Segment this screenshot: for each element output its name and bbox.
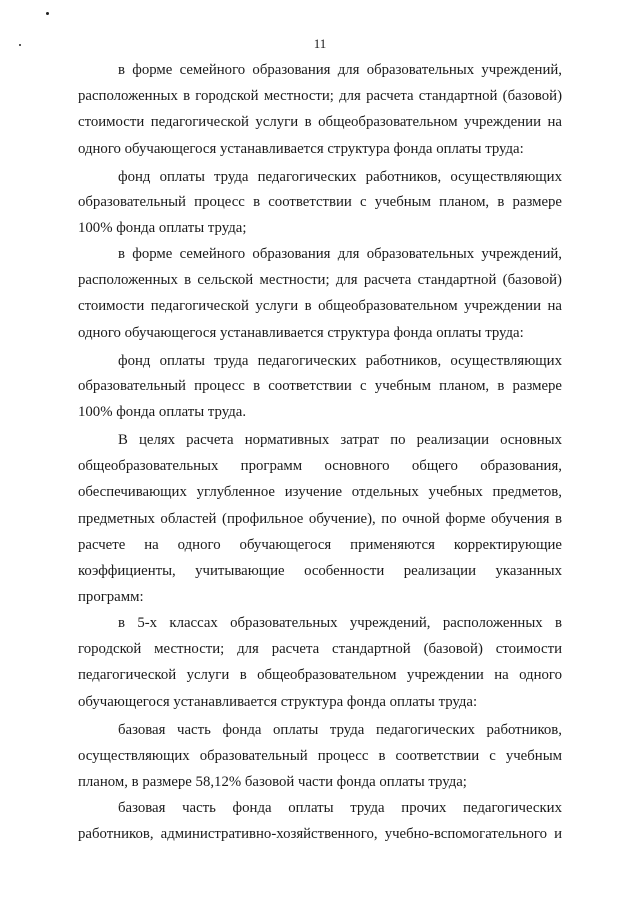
text-line: педагогической услуги в общеобразовательном учреждении на одного [78, 667, 562, 683]
page-number: 11 [313, 36, 327, 51]
text-line: планом, в размере 58,12% базовой части фонда оплаты труда; [78, 774, 467, 790]
text-line: В целях расчета нормативных затрат по реализации основных [118, 432, 562, 448]
text-line: стоимости педагогической услуги в общеобразовательном учреждении на [78, 114, 562, 130]
text-line: базовая часть фонда оплаты труда прочих педагогических [118, 800, 562, 816]
text-line: расположенных в городской местности; для расчета стандартной (базовой) [78, 88, 562, 104]
text-line: в форме семейного образования для образовательных учреждений, [118, 62, 562, 78]
text-line: программ: [78, 589, 144, 605]
text-line: обучающегося устанавливается структура фонда оплаты труда: [78, 694, 478, 710]
text-line: в форме семейного образования для образовательных учреждений, [118, 246, 562, 262]
text-line: предметных областей (профильное обучение), по очной форме обучения в [78, 511, 562, 527]
text-line: 100% фонда оплаты труда. [78, 404, 247, 420]
text-line: фонд оплаты труда педагогических работников, осуществляющих [118, 169, 562, 185]
scan-speck [46, 12, 49, 15]
text-line: обеспечивающих углубленное изучение отдельных учебных предметов, [78, 484, 562, 500]
text-line: одного обучающегося устанавливается структура фонда оплаты труда: [78, 325, 524, 341]
text-line: расположенных в сельской местности; для расчета стандартной (базовой) [78, 272, 562, 288]
text-line: работников, административно-хозяйственного, учебно-вспомогательного и [78, 826, 562, 842]
text-line: образовательный процесс в соответствии с учебным планом, в размере [78, 194, 562, 210]
text-line: в 5-х классах образовательных учреждений, расположенных в [118, 615, 562, 631]
text-line: общеобразовательных программ основного общего образования, [78, 458, 562, 474]
text-line: стоимости педагогической услуги в общеобразовательном учреждении на [78, 298, 562, 314]
text-line: базовая часть фонда оплаты труда педагогических работников, [118, 722, 562, 738]
text-line: осуществляющих образовательный процесс в соответствии с учебным [78, 748, 562, 764]
text-line: расчете на одного обучающегося применяются корректирующие [78, 537, 562, 553]
text-line: образовательный процесс в соответствии с учебным планом, в размере [78, 378, 562, 394]
text-line: коэффициенты, учитывающие особенности реализации указанных [78, 563, 562, 579]
text-line: фонд оплаты труда педагогических работников, осуществляющих [118, 353, 562, 369]
text-line: городской местности; для расчета стандартной (базовой) стоимости [78, 641, 562, 657]
text-line: 100% фонда оплаты труда; [78, 220, 247, 236]
text-line: одного обучающегося устанавливается структура фонда оплаты труда: [78, 141, 524, 157]
